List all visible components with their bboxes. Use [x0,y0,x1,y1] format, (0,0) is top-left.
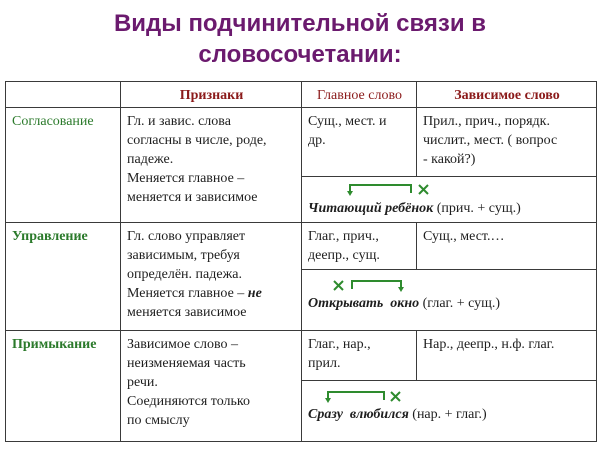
example-note: (глаг. + сущ.) [419,296,501,311]
text-line: Гл. слово управляет [127,229,246,244]
text-line: Зависимое слово – [127,337,238,352]
text-line: меняется зависимое [127,305,247,320]
features-agreement [121,108,301,207]
example-adjacency [302,381,596,441]
text-line: Меняется главное – [127,171,245,186]
text-line: Прил., прич., порядк. [423,114,550,129]
page-title [0,8,600,70]
text-line: по смыслу [127,413,190,428]
main-word-adjacency [302,331,416,373]
header-features: Признаки [179,88,244,103]
text-line: меняется и зависимое [127,190,258,205]
emphasis-not: не [247,286,262,301]
text-line: падеже. [127,152,174,167]
title-line-1: Виды подчинительной связи в [113,10,487,37]
arrow-left-icon [324,390,414,404]
arrow-left-icon [347,183,437,197]
type-agreement: Согласование [12,114,94,129]
text-line: зависимым, требуя [127,248,240,263]
arrow-right-icon [332,279,412,293]
example-government [302,270,596,330]
subordination-table [5,81,597,442]
header-dependent-word: Зависимое слово [454,88,560,103]
text-line: др. [308,133,326,148]
example-agreement [302,177,596,222]
text-line: Глаг., прич., [308,229,379,244]
main-word-government [302,223,416,265]
example-note: (нар. + глаг.) [408,407,487,422]
dependent-word-government [417,223,596,246]
text-line: - какой?) [423,152,476,167]
example-main: влюбился [349,407,409,422]
title-line-2: словосочетании: [198,41,402,68]
features-adjacency [121,331,301,430]
text-line: Сущ., мест.… [423,229,505,244]
text-line: деепр., сущ. [308,248,380,263]
type-adjacency: Примыкание [12,337,97,352]
example-main: Открывать [308,296,384,311]
dependent-word-adjacency [417,331,596,354]
text-line: Соединяются только [127,394,251,409]
text-line: определён. падежа. [127,267,242,282]
text-line: Меняется главное – [127,286,248,301]
main-word-agreement [302,108,416,150]
text-line: Нар., деепр., н.ф. глаг. [423,337,555,352]
example-phrase: Читающий ребёнок [308,201,434,216]
text-line: согласны в числе, роде, [127,133,267,148]
header-main-word: Главное слово [317,88,402,103]
example-note: (прич. + сущ.) [433,201,521,216]
text-line: Глаг., нар., [308,337,371,352]
type-government: Управление [12,229,88,244]
features-government [121,223,301,322]
text-line: Гл. и завис. слова [127,114,231,129]
text-line: числит., мест. ( вопрос [423,133,558,148]
text-line: Сущ., мест. и [308,114,387,129]
text-line: неизменяемая часть [127,356,246,371]
dependent-word-agreement [417,108,596,169]
text-line: прил. [308,356,341,371]
example-dependent: окно [390,296,420,311]
example-dependent: Сразу [308,407,343,422]
text-line: речи. [127,375,158,390]
